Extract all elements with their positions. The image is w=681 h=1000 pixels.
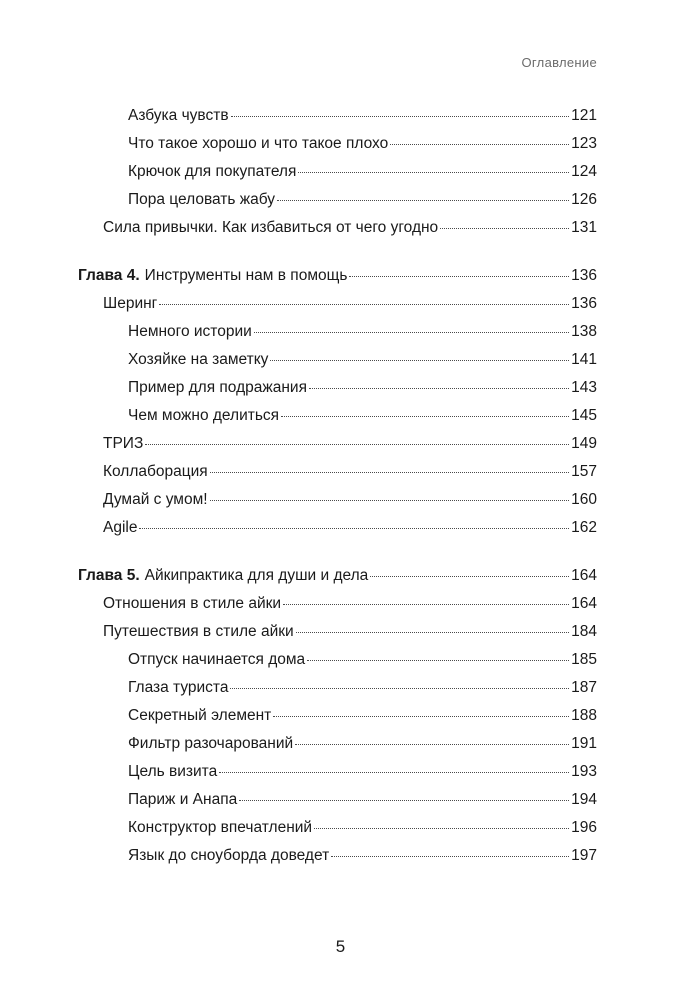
dot-leader <box>349 276 569 277</box>
dot-leader <box>273 716 569 717</box>
toc-entry[interactable] <box>128 762 597 782</box>
toc-entry[interactable] <box>103 434 597 454</box>
toc-entry-page: 126 <box>571 191 597 208</box>
toc-entry[interactable] <box>128 406 597 426</box>
dot-leader <box>219 772 569 773</box>
toc-entry-page: 145 <box>571 407 597 424</box>
toc-entry[interactable] <box>128 846 597 866</box>
toc-entry-page: 191 <box>571 735 597 752</box>
toc-entry-title: Глаза туриста <box>128 679 229 696</box>
page-number: 5 <box>335 937 346 956</box>
toc-entry[interactable] <box>128 678 597 698</box>
toc-entry-title: Язык до сноуборда доведет <box>128 847 330 864</box>
toc-entry[interactable] <box>103 518 597 538</box>
toc-entry-page: 162 <box>571 519 597 536</box>
dot-leader <box>370 576 569 577</box>
toc-entry-title: Отношения в стиле айки <box>103 595 282 612</box>
dot-leader <box>314 828 569 829</box>
toc-entry-title: Сила привычки. Как избавиться от чего угодно <box>103 219 439 236</box>
toc-entry-title: Крючок для покупателя <box>128 163 297 180</box>
dot-leader <box>295 744 569 745</box>
toc-entry[interactable] <box>128 134 597 154</box>
dot-leader <box>440 228 569 229</box>
toc-entry-title: Айкипрактика для души и дела <box>144 567 369 584</box>
toc-entry[interactable] <box>128 790 597 810</box>
toc-entry-page: 157 <box>571 463 597 480</box>
dot-leader <box>298 172 569 173</box>
dot-leader <box>145 444 569 445</box>
toc-chapter-entry[interactable] <box>78 566 597 586</box>
toc-entry[interactable] <box>128 190 597 210</box>
toc-entry-page: 164 <box>571 567 597 584</box>
toc-entry-title: Пора целовать жабу <box>128 191 276 208</box>
dot-leader <box>239 800 569 801</box>
dot-leader <box>296 632 569 633</box>
dot-leader <box>331 856 569 857</box>
toc-entry-page: 123 <box>571 135 597 152</box>
toc-entry-title: ТРИЗ <box>103 435 144 452</box>
toc-entry[interactable] <box>128 818 597 838</box>
dot-leader <box>307 660 569 661</box>
toc-entry-page: 136 <box>571 267 597 284</box>
toc-entry-page: 194 <box>571 791 597 808</box>
toc-entry[interactable] <box>103 218 597 238</box>
toc-entry-title: Что такое хорошо и что такое плохо <box>128 135 389 152</box>
toc-entry[interactable] <box>103 294 597 314</box>
dot-leader <box>210 472 569 473</box>
toc-entry[interactable] <box>128 162 597 182</box>
toc-entry-page: 143 <box>571 379 597 396</box>
dot-leader <box>283 604 569 605</box>
toc-entry[interactable] <box>128 706 597 726</box>
running-head: Оглавление <box>521 55 597 70</box>
toc-entry[interactable] <box>128 350 597 370</box>
toc-entry-page: 136 <box>571 295 597 312</box>
toc-entry-title: Пример для подражания <box>128 379 307 396</box>
chapter-label: Глава 4. <box>78 267 140 284</box>
toc-entry[interactable] <box>103 490 597 510</box>
toc-entry-title: Путешествия в стиле айки <box>103 623 294 640</box>
toc-entry-title: Agile <box>103 519 138 536</box>
toc-entry-title: Азбука чувств <box>128 107 229 124</box>
toc-entry-title: Отпуск начинается дома <box>128 651 306 668</box>
dot-leader <box>277 200 569 201</box>
dot-leader <box>159 304 569 305</box>
dot-leader <box>210 500 570 501</box>
toc-entry-page: 187 <box>571 679 597 696</box>
dot-leader <box>270 360 569 361</box>
toc-entry-title: Хозяйке на заметку <box>128 351 269 368</box>
toc-entry-title: Париж и Анапа <box>128 791 238 808</box>
toc-entry-title: Инструменты нам в помощь <box>144 267 348 284</box>
toc-entry[interactable] <box>103 594 597 614</box>
dot-leader <box>139 528 569 529</box>
dot-leader <box>230 688 569 689</box>
toc-entry-title: Коллаборация <box>103 463 208 480</box>
toc-entry-page: 193 <box>571 763 597 780</box>
toc-entry-page: 131 <box>571 219 597 236</box>
toc-entry-page: 149 <box>571 435 597 452</box>
dot-leader <box>254 332 569 333</box>
toc-entry-title: Шеринг <box>103 295 158 312</box>
toc-entry-title: Конструктор впечатлений <box>128 819 313 836</box>
dot-leader <box>281 416 569 417</box>
toc-entry-page: 164 <box>571 595 597 612</box>
toc-entry-page: 138 <box>571 323 597 340</box>
toc-entry[interactable] <box>128 106 597 126</box>
toc-entry-page: 141 <box>571 351 597 368</box>
toc-entry-title: Фильтр разочарований <box>128 735 294 752</box>
toc-entry-page: 160 <box>571 491 597 508</box>
chapter-label: Глава 5. <box>78 567 140 584</box>
toc-entry-title: Думай с умом! <box>103 491 208 508</box>
toc-entry[interactable] <box>128 322 597 342</box>
toc-entry[interactable] <box>103 462 597 482</box>
toc-entry[interactable] <box>128 378 597 398</box>
toc-chapter-entry[interactable] <box>78 266 597 286</box>
dot-leader <box>390 144 569 145</box>
toc-entry-page: 188 <box>571 707 597 724</box>
toc-entry[interactable] <box>128 734 597 754</box>
dot-leader <box>231 116 570 117</box>
toc-entry-page: 185 <box>571 651 597 668</box>
toc-entry-page: 121 <box>571 107 597 124</box>
toc-entry[interactable] <box>103 622 597 642</box>
toc-entry-page: 197 <box>571 847 597 864</box>
toc-entry-title: Чем можно делиться <box>128 407 280 424</box>
toc-entry-page: 196 <box>571 819 597 836</box>
toc-entry-title: Немного истории <box>128 323 252 340</box>
dot-leader <box>309 388 569 389</box>
toc-entry[interactable] <box>128 650 597 670</box>
toc-entry-page: 124 <box>571 163 597 180</box>
toc-entry-page: 184 <box>571 623 597 640</box>
toc-entry-title: Цель визита <box>128 763 218 780</box>
toc-entry-title: Секретный элемент <box>128 707 272 724</box>
